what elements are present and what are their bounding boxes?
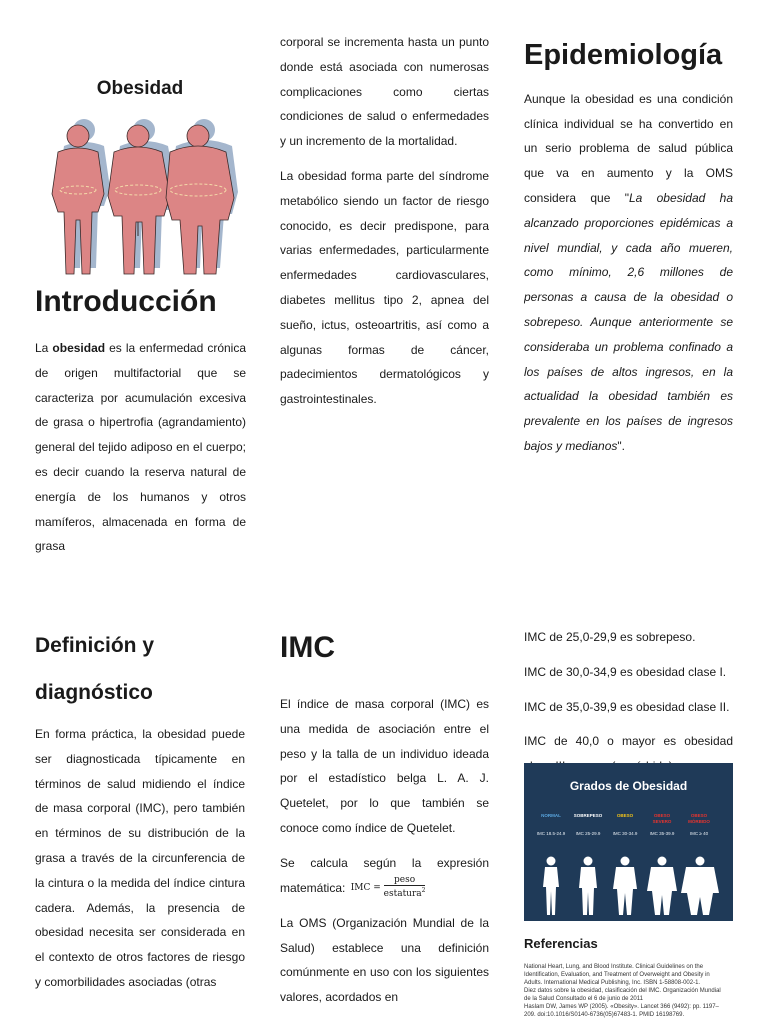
imc-list-item: IMC de 30,0-34,9 es obesidad clase I. xyxy=(524,664,727,679)
reference-line: de la Salud Consultado el 6 de junio de 2011 xyxy=(524,996,643,1002)
imc-paragraph-2: Se calcula según la expresión matemática: IMC = peso estatura$^2$ xyxy=(280,855,489,899)
grados-silhouettes xyxy=(524,855,733,917)
grado-label: OBESO MÓRBIDO xyxy=(688,813,710,824)
imc-list-item: IMC de 35,0-39,9 es obesidad clase II. xyxy=(524,699,730,714)
definicion-heading-line1: Definición y xyxy=(35,634,155,657)
col2-paragraph-1: corporal se incrementa hasta un punto donde está asociada con numerosas complicaciones como ciertas condiciones de salud o enfermedades y un incremento de la mortalidad. xyxy=(280,35,489,149)
grados-obesidad-image xyxy=(524,763,733,921)
grado-label: OBESO xyxy=(616,813,634,818)
definicion-paragraph: En forma práctica, la obesidad puede ser diagnosticada típicamente en términos de salud midiendo el índice de masa corporal (IMC), pero también en términos de su distribución de la grasa a través de la circunferencia de la cintura o la medida del índice cintura cadera. Además, la presencia de obesidad necesita ser considerada en el contexto de otros factores de riesgo y comorbilidades asociadas (otras xyxy=(35,727,245,989)
intro-paragraph: La obesidad es la enfermedad crónica de origen multifactorial que se caracteriza por acumulación excesiva de grasa o hipertrofia (agrandamiento) general del tejido adiposo en el cuerpo; es decir cuando la reserva natural de energía de los humanos y otros mamíferos, almacenada en forma de grasa xyxy=(35,341,246,554)
definicion-heading-line2: diagnóstico xyxy=(35,681,153,704)
grado-range: IMC 30-34.9 xyxy=(612,831,638,836)
intro-heading: Introducción xyxy=(35,285,217,318)
reference-line: Diez datos sobre la obesidad, clasificación del IMC. Organización Mundial xyxy=(524,988,721,994)
grado-label: NORMAL xyxy=(541,813,561,818)
referencias-heading: Referencias xyxy=(524,936,598,951)
grado-label: SOBREPESO xyxy=(573,813,603,818)
obesity-figures-illustration xyxy=(48,118,238,278)
epidemiologia-heading: Epidemiología xyxy=(524,39,723,71)
imc-heading: IMC xyxy=(280,631,335,664)
imc-paragraph-1: El índice de masa corporal (IMC) es una medida de asociación entre el peso y la talla de un individuo ideada por el estadístico belga L. A. J. Quetelet, por lo que también se conoce como índice de Quetelet. xyxy=(280,697,489,835)
epidemiologia-paragraph: Aunque la obesidad es una condición clínica individual se ha convertido en un serio problema de salud pública que va en aumento y la OMS considera que "La obesidad ha alcanzado proporciones epidémicas a nivel mundial, y cada año mueren, como mínimo, 2,6 millones de personas a causa de la obesidad o sobrepeso. Aunque anteriormente se consideraba un problema confinado a los países de altos ingresos, en la actualidad la obesidad también es prevalente en los países de ingresos bajos y medianos". xyxy=(524,91,733,453)
reference-line: Haslam DW, James WP (2005). «Obesity». Lancet 366 (9492): pp. 1197– xyxy=(524,1004,719,1010)
reference-line: 209. doi:10.1016/S0140-6736(05)67483-1. PMID 16198769. xyxy=(524,1012,685,1018)
imc-formula: IMC = peso estatura$^2$ xyxy=(350,875,426,899)
imc-list-item: IMC de 25,0-29,9 es sobrepeso. xyxy=(524,630,696,644)
col2-paragraph-2: La obesidad forma parte del síndrome metabólico siendo un factor de riesgo conocido, es decir predispone, para varias enfermedades, particularmente enfermedades cardiovasculares, diabetes mellitus tipo 2, apnea del sueño, ictus, osteoartritis, así como a algunas formas de cáncer, padecimientos dermatológicos y gastrointestinales. xyxy=(280,168,489,407)
reference-line: Identification, Evaluation, and Treatment of Overweight and Obesity in xyxy=(524,972,710,978)
imc-list-item: IMC de 40,0 o mayor es obesidad xyxy=(524,734,733,749)
grado-range: IMC 25-29.9 xyxy=(575,831,601,836)
grado-range: IMC 35-39.9 xyxy=(649,831,675,836)
reference-line: Adults. International Medical Publishing, Inc. ISBN 1-58808-002-1. xyxy=(524,980,701,986)
grados-title: Grados de Obesidad xyxy=(569,779,688,793)
grado-range: IMC 18.5-24.9 xyxy=(536,831,566,836)
imc-paragraph-3: La OMS (Organización Mundial de la Salud) establece una definición comúnmente en uso con los siguientes valores, acordados en xyxy=(280,915,489,1005)
grado-range: IMC ≥ 40 xyxy=(689,831,709,836)
obesidad-title: Obesidad xyxy=(96,78,184,99)
reference-line: National Heart, Lung, and Blood Institute. Clinical Guidelines on the xyxy=(524,964,704,970)
grado-label: OBESO SEVERO xyxy=(652,813,672,824)
